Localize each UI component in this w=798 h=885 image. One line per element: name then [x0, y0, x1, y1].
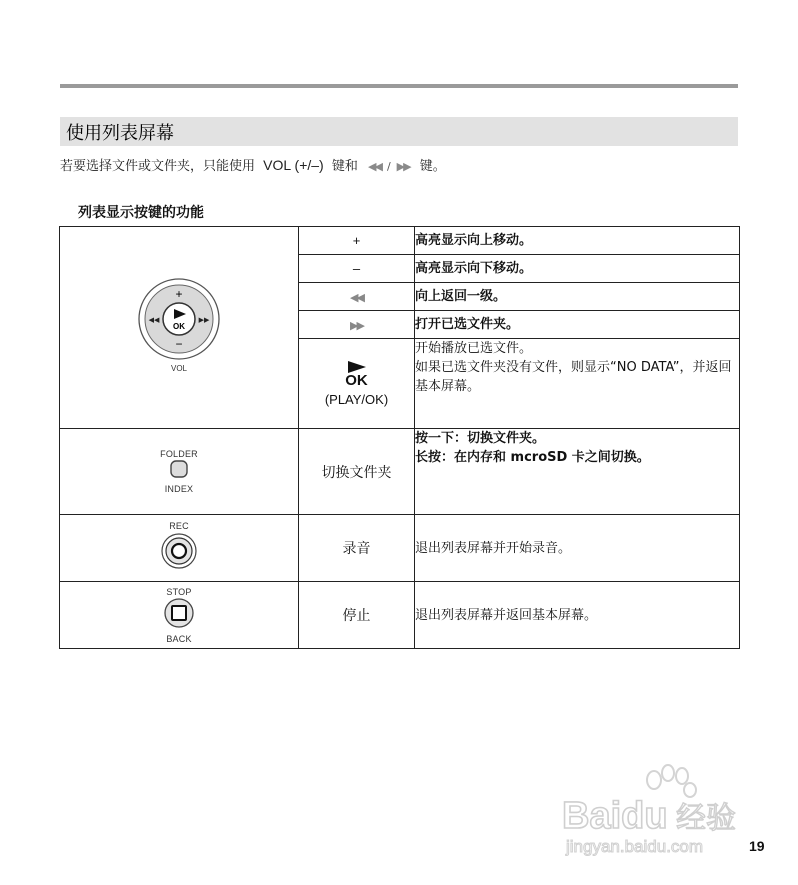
stop-desc: 退出列表屏幕并返回基本屏幕。 [415, 582, 740, 649]
svg-text:VOL: VOL [170, 364, 188, 373]
subheading: 列表显示按键的功能 [78, 205, 204, 221]
top-rule [60, 84, 738, 88]
folder-top-label: FOLDER [160, 449, 198, 459]
svg-text:−: − [175, 337, 183, 351]
play-key [299, 339, 415, 429]
skip-forward-icon: ▶▶ [396, 160, 410, 173]
minus-key: – [299, 255, 415, 283]
section-title: 使用列表屏幕 [66, 122, 174, 144]
key-function-table [59, 226, 740, 649]
rec-button-cell [60, 515, 299, 582]
plus-key: + [299, 227, 415, 255]
stop-top-label: STOP [166, 586, 192, 597]
plus-desc: 高亮显示向上移动。 [415, 227, 740, 255]
intro-middle: 键和 [331, 159, 358, 174]
stop-button-cell [60, 582, 299, 649]
skip-back-icon: ◀◀ [368, 160, 381, 173]
intro-suffix: 键。 [419, 159, 446, 174]
prev-desc: 向上返回一级。 [415, 283, 740, 311]
svg-text:OK: OK [173, 322, 185, 331]
table-row [60, 515, 740, 582]
play-ok-label: OK [345, 372, 368, 389]
folder-button-icon [167, 459, 191, 479]
folder-key: 切换文件夹 [299, 429, 415, 515]
table-row [60, 227, 740, 255]
dial-cell [60, 227, 299, 429]
svg-text:▶▶: ▶▶ [198, 317, 210, 324]
folder-button-cell [60, 429, 299, 515]
play-key-label: (PLAY/OK) [324, 392, 389, 407]
rec-top-label: REC [169, 520, 189, 531]
svg-text:jingyan.baidu.com: jingyan.baidu.com [566, 837, 704, 856]
folder-desc [415, 429, 740, 515]
dial-pad-icon [134, 275, 224, 375]
svg-text:经验: 经验 [676, 801, 736, 836]
intro-slash: / [386, 160, 391, 173]
play-desc-line2: 如果已选文件夹没有文件，则显示“NO DATA”，并返回基本屏幕。 [415, 360, 732, 394]
skip-forward-icon: ▶▶ [350, 320, 363, 332]
table-row [60, 582, 740, 649]
baidu-watermark-logo [556, 760, 756, 860]
section-header [60, 117, 738, 146]
svg-text:Baidu: Baidu [562, 795, 668, 837]
svg-text:◀◀: ◀◀ [148, 317, 160, 324]
prev-key [299, 283, 415, 311]
folder-bottom-label: INDEX [164, 484, 194, 494]
rec-key: 录音 [299, 515, 415, 582]
minus-desc: 高亮显示向下移动。 [415, 255, 740, 283]
folder-desc-line2: 长按：在内存和 mcroSD 卡之间切换。 [415, 450, 650, 465]
rec-desc: 退出列表屏幕并开始录音。 [415, 515, 740, 582]
page-number: 19 [749, 838, 765, 854]
play-desc [415, 339, 740, 429]
folder-desc-line1: 按一下：切换文件夹。 [415, 431, 546, 446]
record-button-icon [159, 531, 199, 571]
play-desc-line1: 开始播放已选文件。 [415, 341, 533, 356]
svg-text:+: + [175, 287, 183, 301]
next-desc: 打开已选文件夹。 [415, 311, 740, 339]
table-row [60, 429, 740, 515]
skip-back-icon: ◀◀ [350, 292, 363, 304]
intro-vol: VOL (+/–) [263, 157, 324, 173]
stop-button-icon [162, 597, 196, 629]
stop-key: 停止 [299, 582, 415, 649]
stop-bottom-label: BACK [166, 633, 192, 644]
intro-paragraph [60, 155, 740, 174]
next-key [299, 311, 415, 339]
intro-prefix: 若要选择文件或文件夹，只能使用 [60, 159, 256, 174]
